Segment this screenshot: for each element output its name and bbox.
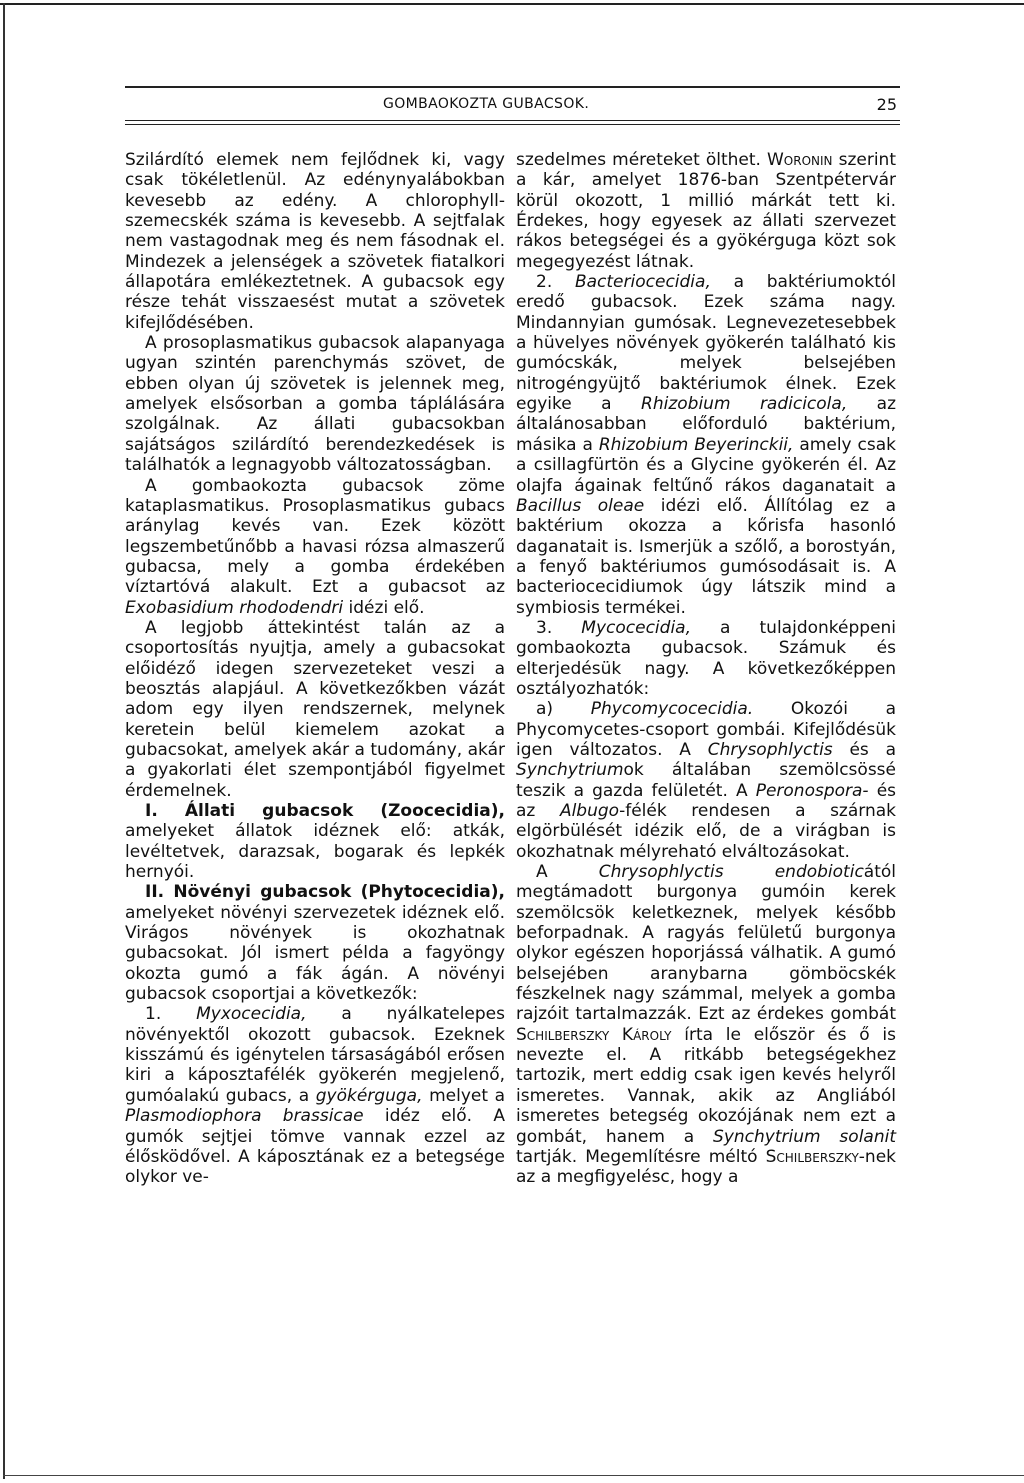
species-name: Rhizobium Beyerinckii,: [598, 434, 794, 455]
subsection-mycocecidia: [516, 618, 896, 699]
page-number: 25: [876, 95, 897, 114]
species-name: Rhizobium radicicola,: [641, 394, 848, 415]
paragraph-text: amely csak a csillagfürtön és a Glycine gyökerén él. Az olajfa ágainak feltűnő rákos daganatait a: [516, 434, 897, 496]
paragraph-text: a baktériumoktól eredő gubacsok. Ezek száma nagy. Mindannyian gumósak. Legnevezetesebbek a hüvelyes növények gyökerén található kis gumócskák, melyek belsejében nitrogéngyüjtő baktériumok élnek. Ezek egyike a: [516, 272, 896, 415]
paragraph-text: a tulajdonképpeni gombaokozta gubacsok. Számuk és elterjedésük nagy. A következőképpen osztályozhatók:: [516, 617, 897, 699]
scan-frame-top-line: [0, 3, 1024, 5]
subsection-myxocecidia: [125, 1004, 505, 1187]
paragraph-text: és az: [516, 780, 897, 821]
term-name: gyökérguga,: [315, 1085, 423, 1106]
header-rule-bottom: [125, 120, 900, 125]
paragraph: [125, 150, 505, 333]
subsection-phycomycocecidia: [516, 699, 896, 862]
species-name: Chrysophlyctis: [707, 739, 833, 760]
item-label: a): [536, 699, 554, 720]
running-head: [125, 96, 900, 116]
paragraph: [125, 333, 505, 475]
paragraph-text: az általánosabban előforduló baktérium, másika a: [516, 394, 897, 455]
paragraph-text: idéz elő. A gumók sejtjei tömve vannak ezzel az élősködővel. A káposztának ez a betegsége olykor ve-: [125, 1106, 505, 1188]
paragraph-text: amelyeket állatok idéznek elő: atkák, levéltetvek, darazsak, bogarak és lepkék hernyói.: [125, 821, 505, 883]
item-number: 1.: [145, 1004, 162, 1025]
paragraph-text: a nyálkatelepes növényektől okozott gubacsok. Ezeknek kisszámú és igénytelen társaságából erősen kiri a káposztafélék gyökerén megjelenő, gumóalakú gubacs, a: [125, 1004, 505, 1106]
paragraph-text: szerint a kár, amelyet 1876-ban Szentpétervár körül okozott, 1 millió márkát tett ki. Érdekes, hogy egyesek az állati szervezet rákos betegségei és a gyökérguga közt sok megegyezést látnak.: [516, 150, 896, 272]
species-name: Peronospora-: [755, 780, 869, 801]
paragraph-text: és a: [849, 739, 897, 760]
term-name: Phycomycocecidia.: [590, 699, 754, 720]
author-name: Woronin: [766, 150, 833, 170]
species-name: Chrysophlyctis endobiotic: [598, 862, 864, 883]
author-name: Schilberszky Károly: [516, 1024, 672, 1045]
paragraph-text: A: [536, 862, 548, 883]
section-zoocecidia: [125, 801, 505, 882]
paragraph: [125, 618, 505, 801]
paragraph: [516, 150, 896, 272]
paragraph: [516, 862, 896, 1188]
section-phytocecidia: [125, 882, 505, 1004]
paragraph-text: Okozói a Phycomycetes-csoport gombái. Kifejlődésük igen változatos. A: [516, 699, 897, 760]
scan-frame-left-line: [3, 3, 5, 1479]
right-column: [516, 150, 896, 1188]
scan-frame-bottom-line: [3, 1475, 1024, 1476]
section-heading: I. Állati gubacsok (Zoocecidia),: [145, 801, 505, 821]
term-name: Mycocecidia,: [581, 617, 691, 638]
paragraph-text: ától megtámadott burgonya gumóin kerek szemölcsök keletkeznek, melyek később beforpadnak. A ragyás felületű burgonya olykor egészen hoporjássá válhatik. A gumó belsejében aranybarna gömböcskék fészkelnek nagy számmal, melyek a gomba rajzóit tartalmazzák. Ezt az érdekes gombát: [516, 862, 897, 1025]
species-name: Albugo: [559, 801, 620, 821]
header-rule-top: [125, 86, 900, 88]
species-name: Synchytrium solanit: [713, 1126, 896, 1147]
paragraph-text: idézi elő.: [348, 597, 425, 618]
paragraph-text: A legjobb áttekintést talán az a csoportosítás nyujtja, amely a gubacsokat előidéző idegen szervezeteket veszi a beosztás alapjául. A következőkben vázát adom egy ilyen rendszernek, melynek keretein belül kiemelem azokat a gubacsokat, amelyek akár a tudomány, akár a gyakorlati élet szempontjából figyelmet érdemelnek.: [125, 617, 505, 801]
paragraph: [125, 476, 505, 618]
subsection-bacteriocecidia: [516, 272, 896, 618]
item-number: 3.: [536, 617, 553, 638]
paragraph-text: melyet a: [429, 1085, 506, 1106]
running-title: GOMBAOKOZTA GUBACSOK.: [383, 96, 590, 112]
species-name: Bacillus oleae: [516, 495, 645, 516]
term-name: Bacteriocecidia,: [574, 272, 711, 293]
section-heading: II. Növényi gubacsok (Phytocecidia),: [145, 882, 505, 903]
term-name: Myxocecidia,: [196, 1004, 307, 1025]
species-name: Synchytrium: [516, 760, 624, 781]
paragraph-text: írta le először és ő is nevezte el. A ritkább betegségekhez tartozik, mert eddig csak igen kevés helyről ismeretes. Vannak, akik az Angliából ismeretes betegség okozójának nem ezt a gombát, hanem a: [516, 1024, 897, 1147]
left-column: [125, 150, 505, 1188]
item-number: 2.: [536, 272, 553, 293]
paragraph-text: ok általában szemölcsössé teszik a gazda felületét. A: [516, 760, 896, 801]
paragraph-text: tartják. Megemlítésre méltó: [516, 1146, 758, 1167]
paragraph-text: -nek az a megfigyelésc, hogy a: [516, 1146, 896, 1188]
paragraph-text: A gombaokozta gubacsok zöme kataplasmatikus. Prosoplasmatikus gubacs aránylag kevés van. Ezek között legszembetűnőbb a havasi rózsa almaszerű gubacsa, mely a gomba érdekében víztartóvá alakult. Ezt a gubacsot az: [125, 475, 505, 598]
paragraph-text: -félék rendesen a szárnak elgörbülését idézik elő, de a virágban is okozhatnak mélyreható elváltozásokat.: [516, 801, 897, 862]
paragraph-text: amelyeket növényi szervezetek idéznek elő. Virágos növények is okozhatnak gubacsokat. Jól ismert példa a fagyöngy okozta gumó a fák ágán. A növényi gubacsok csoportjai a következők:: [125, 902, 505, 1005]
paragraph-text: Szilárdító elemek nem fejlődnek ki, vagy csak tökéletlenül. Az edénynyalábokban kevesebb az edény. A chlorophyll-szemecskék száma is kevesebb. A sejtfalak nem vastagodnak meg és nem fásodnak el. Mindezek a jelenségek a szövetek fiatalkori állapotára emlékeztetnek. A gubacsok egy része tehát visszaesést mutat a szövetek kifejlődésében.: [125, 150, 505, 333]
author-name: Schilberszky: [765, 1146, 859, 1167]
species-name: Exobasidium rhododendri: [125, 597, 344, 618]
paragraph-text: A prosoplasmatikus gubacsok alapanyaga ugyan szintén parenchymás szövet, de ebben olyan új szövetek is jelennek meg, amelyek elsősorban a gomba táplálására szolgálnak. Az állati gubacsokban sajátságos szilárdító berendezkedések is találhatók a legnagyobb változatosságban.: [125, 333, 505, 476]
species-name: Plasmodiophora brassicae: [125, 1106, 364, 1127]
paragraph-text: idézi elő. Állítólag ez a baktérium okozza a kőrisfa hasonló daganatait is. Ismerjük a szőlő, a borostyán, a fenyő baktériumos gumósodásait is. A bacteriocecidiumok úgy látszik mind a symbiosis termékei.: [516, 495, 897, 618]
paragraph-text: szedelmes méreteket ölthet.: [516, 150, 761, 170]
